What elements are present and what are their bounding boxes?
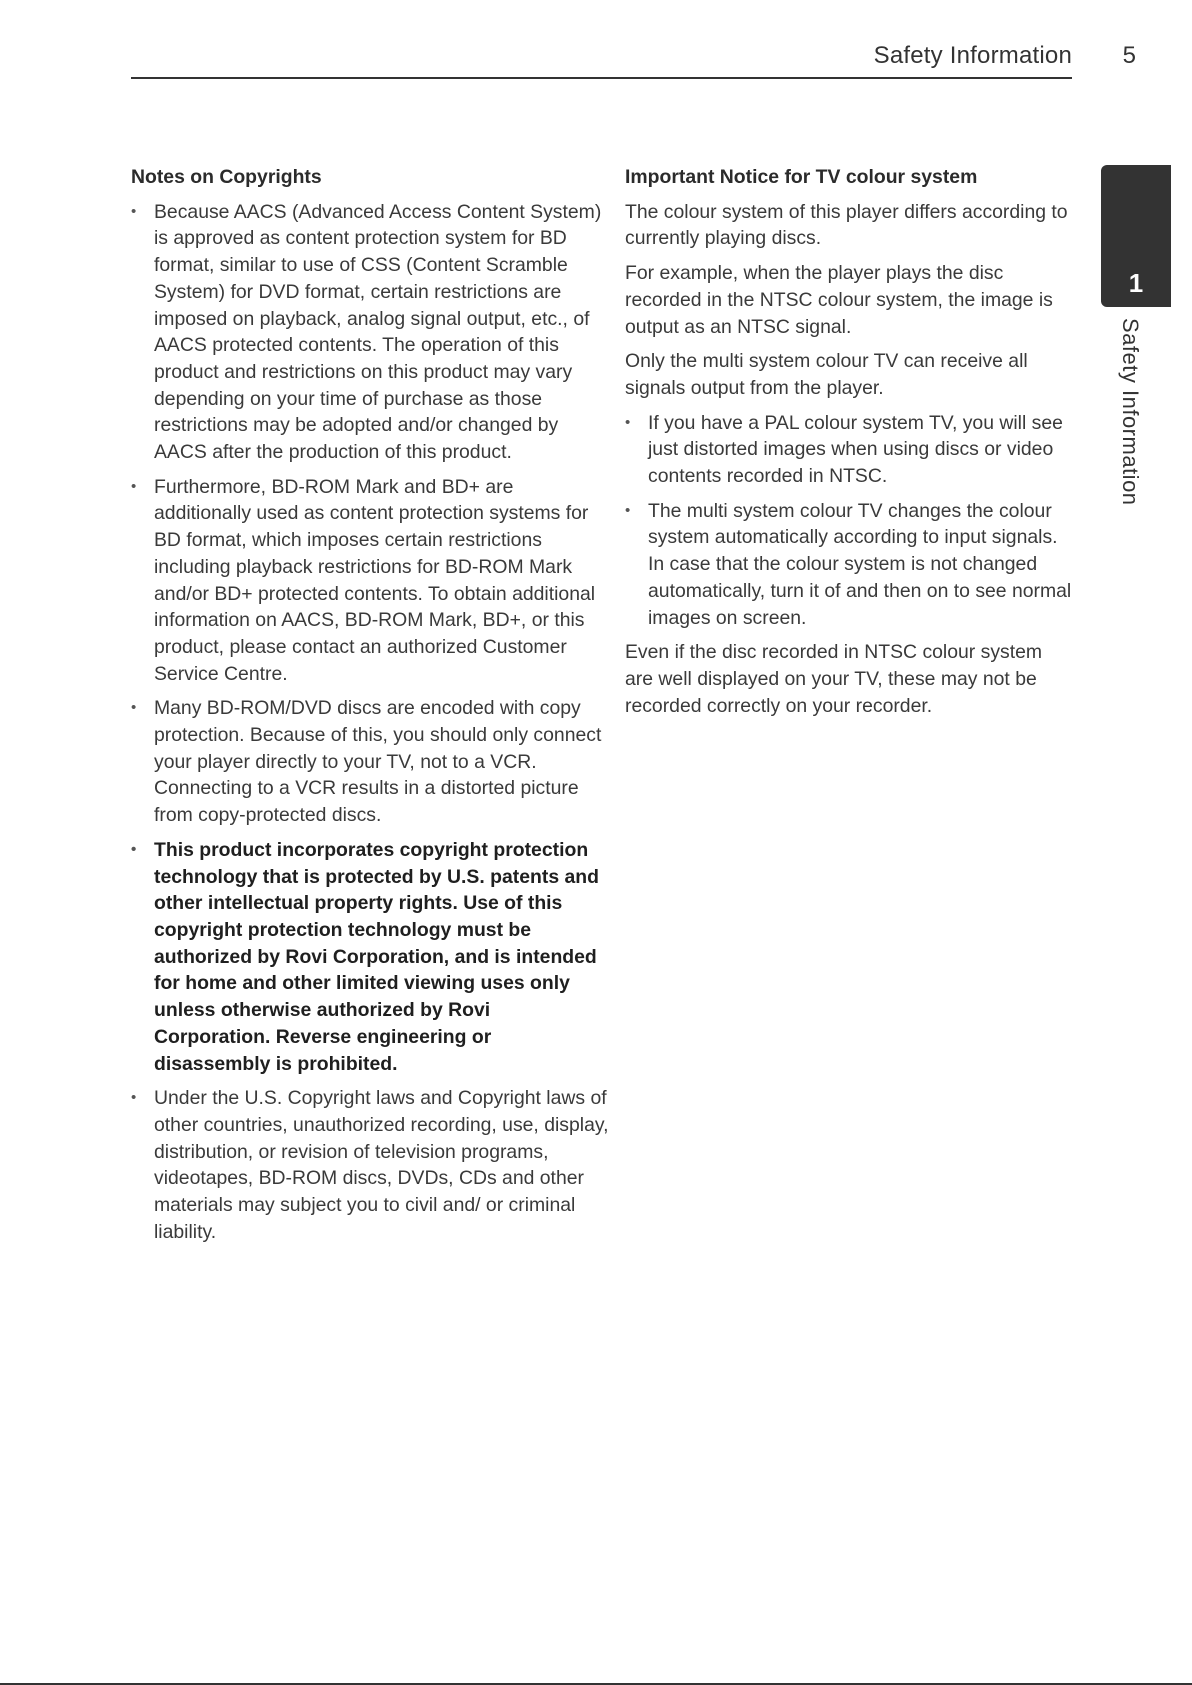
tv-colour-list: [625, 410, 1075, 632]
chapter-tab-label: Safety Information: [1118, 318, 1143, 506]
paragraph: The colour system of this player differs according to currently playing discs.: [625, 200, 1068, 250]
copyrights-heading: Notes on Copyrights: [131, 166, 322, 188]
page-header-title: Safety Information: [873, 42, 1072, 69]
list-item: • Many BD-ROM/DVD discs are encoded with copy protection. Because of this, you should only connect your player directly to your TV, not to a VCR. Connecting to a VCR results in a distorted picture from copy-protected discs.: [131, 695, 611, 829]
chapter-number: 1: [1128, 268, 1144, 298]
list-item: • The multi system colour TV changes the colour system automatically according to input signals. In case that the colour system is not changed automatically, turn it of and then on to see normal images on screen.: [625, 498, 1075, 632]
paragraph: Even if the disc recorded in NTSC colour system are well displayed on your TV, these may not be recorded correctly on your recorder.: [625, 641, 1043, 717]
chapter-tab: [1101, 165, 1171, 307]
paragraph: Only the multi system colour TV can receive all signals output from the player.: [625, 350, 1028, 399]
copyrights-list: [131, 199, 611, 1246]
left-column: [131, 164, 611, 1253]
right-column: [625, 164, 1075, 727]
paragraph: For example, when the player plays the disc recorded in the NTSC colour system, the image is output as an NTSC signal.: [625, 262, 1053, 338]
page-number: 5: [1122, 42, 1136, 69]
list-item: • Because AACS (Advanced Access Content System) is approved as content protection system for BD format, similar to use of CSS (Content Scramble System) for DVD format, certain restrictions are imposed on playback, analog signal output, etc., of AACS protected contents. The operation of this product and restrictions on this product may vary depending on your time of purchase as those restrictions may be adopted and/or changed by AACS after the production of this product.: [131, 199, 611, 466]
list-item: • Furthermore, BD-ROM Mark and BD+ are additionally used as content protection systems for BD format, which imposes certain restrictions including playback restrictions for BD-ROM Mark and/or BD+ protected contents. To obtain additional information on AACS, BD-ROM Mark, BD+, or this product, please contact an authorized Customer Service Centre.: [131, 474, 611, 688]
list-item: • Under the U.S. Copyright laws and Copyright laws of other countries, unauthorized recording, use, display, distribution, or revision of television programs, videotapes, BD-ROM discs, DVDs, CDs and other materials may subject you to civil and/ or criminal liability.: [131, 1085, 611, 1245]
tv-colour-heading: Important Notice for TV colour system: [625, 166, 978, 188]
header-divider: [131, 77, 1072, 79]
list-item: • If you have a PAL colour system TV, you will see just distorted images when using discs or video contents recorded in NTSC.: [625, 410, 1075, 490]
list-item-emphasis: • This product incorporates copyright protection technology that is protected by U.S. patents and other intellectual property rights. Use of this copyright protection technology must be authorized by Rovi Corporation, and is intended for home and other limited viewing uses only unless otherwise authorized by Rovi Corporation. Reverse engineering or disassembly is prohibited.: [131, 837, 611, 1077]
